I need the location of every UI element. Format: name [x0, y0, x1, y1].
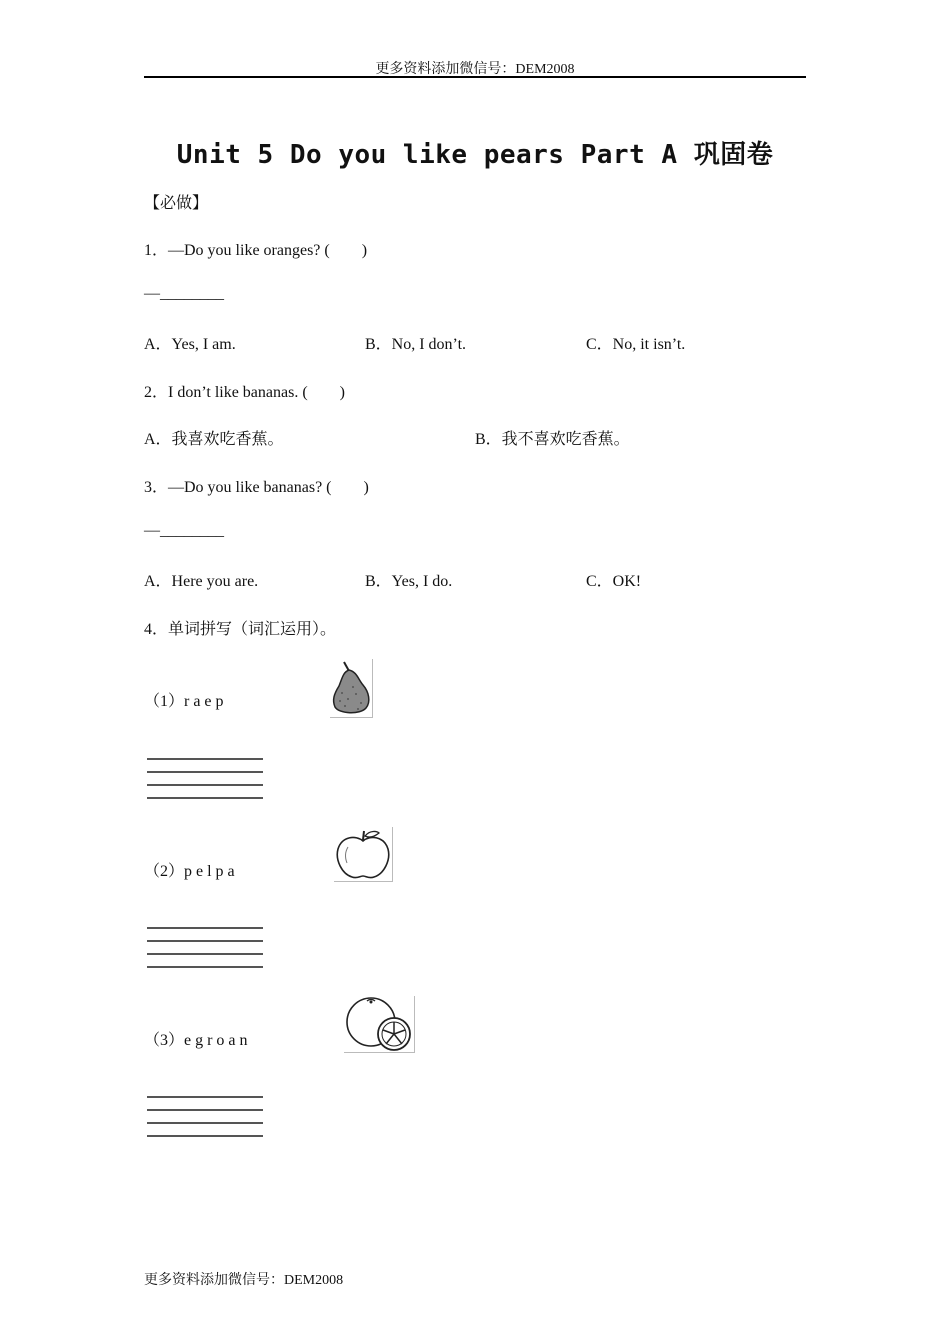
header-rule	[144, 76, 806, 78]
writing-lines-3[interactable]	[147, 1096, 263, 1140]
question-3-option-c: C．OK!	[586, 573, 642, 590]
section-label: 【必做】	[144, 195, 209, 212]
question-1-option-c: C．No, it isn’t.	[586, 336, 686, 353]
question-1-answer-line: —________	[144, 285, 224, 302]
question-3-option-a: A．Here you are.	[144, 573, 259, 590]
writing-lines-1[interactable]	[147, 758, 263, 802]
question-4-stem: 4．单词拼写（词汇运用）。	[144, 621, 337, 638]
question-1-option-b: B．No, I don’t.	[365, 336, 467, 353]
page-footer: 更多资料添加微信号：DEM2008	[144, 1273, 344, 1288]
spelling-item-1-label: （1）r a e p	[144, 693, 224, 710]
apple-icon	[334, 827, 393, 882]
question-1-option-a: A．Yes, I am.	[144, 336, 236, 353]
spelling-item-3-label: （3）e g r o a n	[144, 1032, 248, 1049]
question-3-option-b: B．Yes, I do.	[365, 573, 453, 590]
writing-lines-2[interactable]	[147, 927, 263, 971]
pear-icon	[330, 659, 373, 718]
question-3-answer-line: —________	[144, 522, 224, 539]
document-title: Unit 5 Do you like pears Part A 巩固卷	[176, 140, 774, 170]
orange-icon	[344, 996, 415, 1053]
spelling-item-2-label: （2）p e l p a	[144, 863, 235, 880]
question-2-stem: 2．I don’t like bananas. ( )	[144, 384, 345, 401]
question-1-stem: 1．—Do you like oranges? ( )	[144, 242, 368, 259]
question-2-option-b: B．我不喜欢吃香蕉。	[475, 431, 630, 448]
question-2-option-a: A．我喜欢吃香蕉。	[144, 431, 284, 448]
page-header: 更多资料添加微信号：DEM2008	[375, 62, 575, 77]
question-3-stem: 3．—Do you like bananas? ( )	[144, 479, 369, 496]
